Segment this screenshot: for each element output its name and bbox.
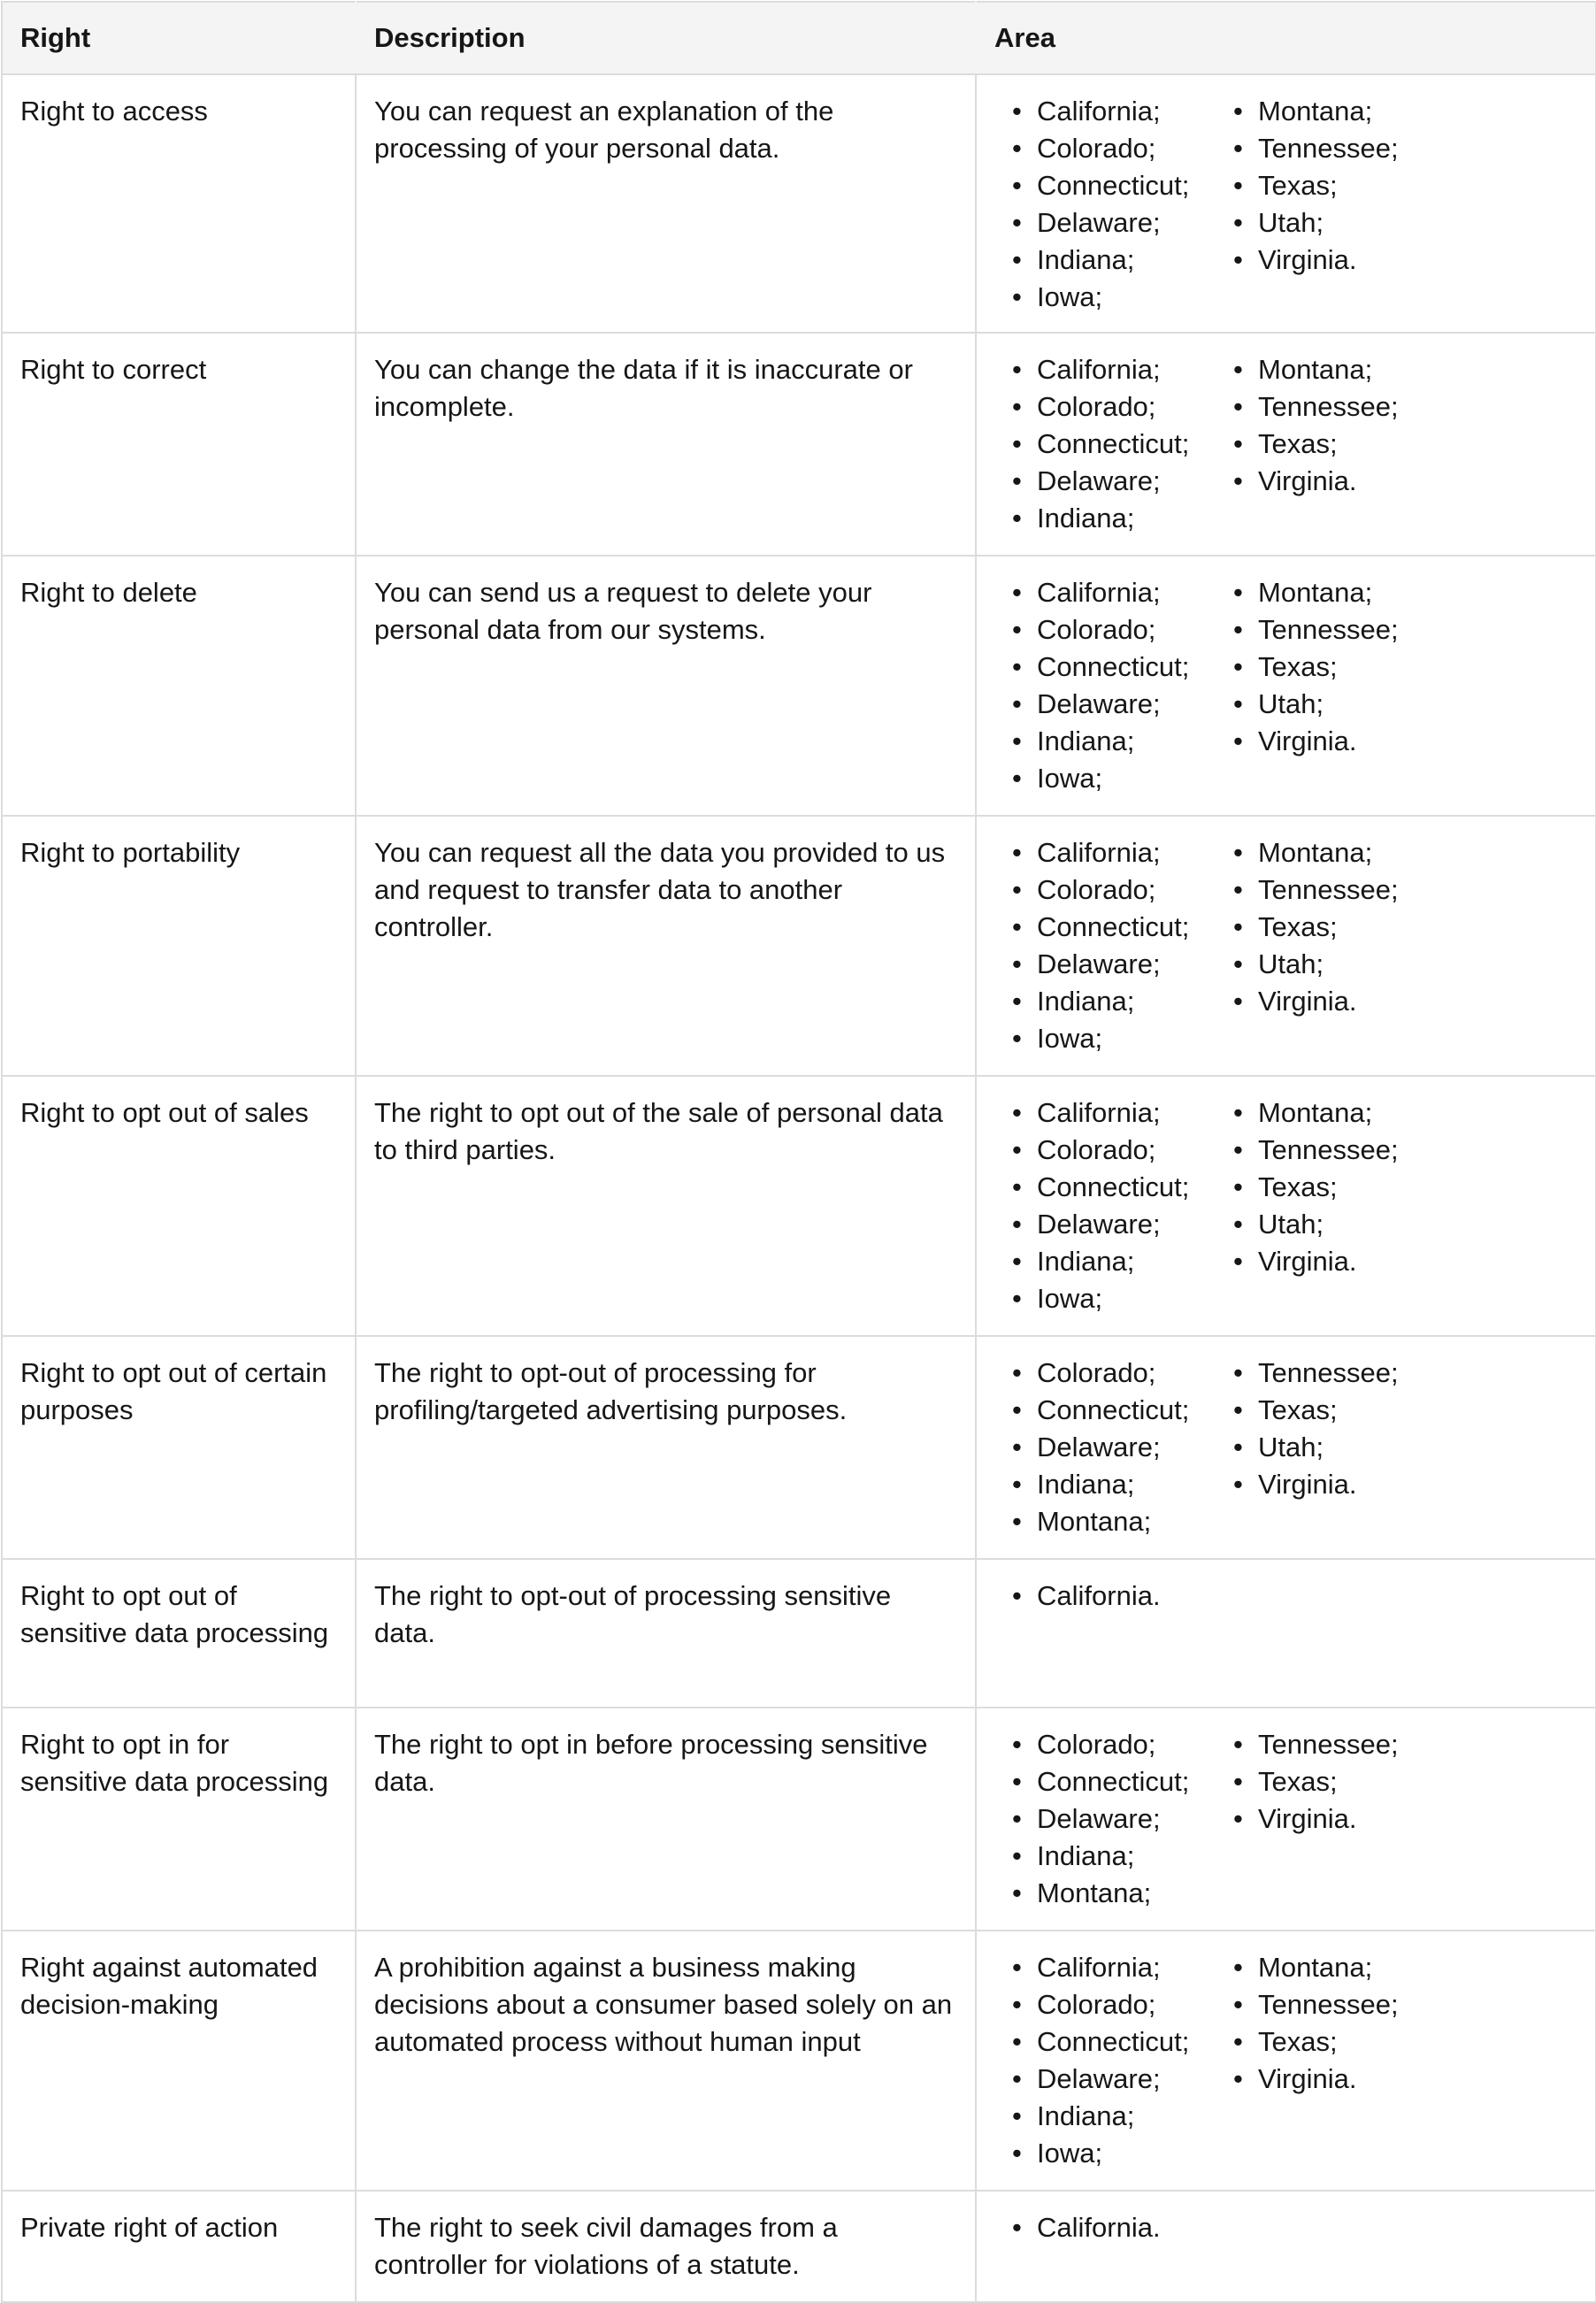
area-item: • California; (1010, 1949, 1232, 1986)
area-item: • Indiana; (1010, 723, 1232, 760)
area-item: • Tennessee; (1232, 1986, 1399, 2023)
area-item: • Connecticut; (1010, 426, 1232, 463)
rights-table (1, 1, 1596, 2303)
right-cell: Right to access (2, 74, 356, 333)
area-item: • Delaware; (1010, 463, 1232, 500)
area-cell (976, 1559, 1596, 1708)
description-cell: You can request all the data you provided to us and request to transfer data to another controller. (356, 816, 976, 1076)
area-item: • Montana; (1232, 1094, 1399, 1132)
area-list (1010, 351, 1232, 537)
area-item: • Iowa; (1010, 760, 1232, 797)
area-item: • California; (1010, 93, 1232, 130)
area-item: • Delaware; (1010, 2061, 1232, 2098)
area-cell (976, 1076, 1596, 1336)
area-item: • Virginia. (1232, 463, 1399, 500)
area-item: • Montana; (1232, 834, 1399, 871)
area-list (1010, 1355, 1232, 1540)
area-item: • Delaware; (1010, 686, 1232, 723)
area-item: • Texas; (1232, 167, 1399, 204)
description-cell: The right to opt in before processing sensitive data. (356, 1708, 976, 1931)
description-cell: You can change the data if it is inaccurate or incomplete. (356, 333, 976, 556)
area-list (1010, 2209, 1232, 2246)
area-item: • Utah; (1232, 204, 1399, 242)
table-row (2, 1076, 1596, 1336)
area-item: • Texas; (1232, 1763, 1399, 1800)
area-item: • Virginia. (1232, 723, 1399, 760)
area-item: • Connecticut; (1010, 909, 1232, 946)
area-item: • Utah; (1232, 1429, 1399, 1466)
area-list (1010, 1949, 1232, 2172)
right-cell: Right to opt out of sales (2, 1076, 356, 1336)
area-item: • Virginia. (1232, 983, 1399, 1020)
right-cell: Private right of action (2, 2191, 356, 2302)
table-row (2, 556, 1596, 816)
area-item: • Indiana; (1010, 500, 1232, 537)
area-item: • Texas; (1232, 909, 1399, 946)
area-cell (976, 74, 1596, 333)
right-cell: Right to delete (2, 556, 356, 816)
area-item: • Texas; (1232, 1392, 1399, 1429)
area-item: • Connecticut; (1010, 649, 1232, 686)
area-item: • Iowa; (1010, 279, 1232, 316)
area-cell (976, 1336, 1596, 1559)
area-item: • California; (1010, 574, 1232, 611)
description-cell: The right to seek civil damages from a controller for violations of a statute. (356, 2191, 976, 2302)
area-item: • Indiana; (1010, 1466, 1232, 1503)
area-list (1232, 1726, 1399, 1912)
area-item: • Tennessee; (1232, 611, 1399, 649)
area-list (1232, 1094, 1399, 1317)
area-item: • Virginia. (1232, 1466, 1399, 1503)
area-item: • California; (1010, 834, 1232, 871)
table-row (2, 1336, 1596, 1559)
table-row (2, 816, 1596, 1076)
area-item: • Colorado; (1010, 1132, 1232, 1169)
right-cell: Right to portability (2, 816, 356, 1076)
header-right: Right (2, 2, 356, 74)
area-item: • California. (1010, 1578, 1232, 1615)
area-item: • Virginia. (1232, 2061, 1399, 2098)
area-list (1232, 1355, 1399, 1540)
area-item: • Texas; (1232, 649, 1399, 686)
area-item: • Utah; (1232, 1206, 1399, 1243)
area-item: • Montana; (1010, 1503, 1232, 1540)
header-area: Area (976, 2, 1596, 74)
area-item: • Montana; (1232, 1949, 1399, 1986)
area-list (1010, 834, 1232, 1057)
area-item: • Delaware; (1010, 1429, 1232, 1466)
area-item: • California. (1010, 2209, 1232, 2246)
area-item: • Iowa; (1010, 1020, 1232, 1057)
area-item: • Colorado; (1010, 130, 1232, 167)
area-item: • Delaware; (1010, 1800, 1232, 1838)
area-item: • Montana; (1232, 351, 1399, 388)
header-description: Description (356, 2, 976, 74)
area-item: • Texas; (1232, 2023, 1399, 2061)
area-cell (976, 556, 1596, 816)
area-item: • California; (1010, 351, 1232, 388)
area-item: • Virginia. (1232, 1243, 1399, 1280)
description-cell: The right to opt out of the sale of personal data to third parties. (356, 1076, 976, 1336)
area-item: • Tennessee; (1232, 1132, 1399, 1169)
area-item: • Colorado; (1010, 611, 1232, 649)
description-cell: The right to opt-out of processing for profiling/targeted advertising purposes. (356, 1336, 976, 1559)
area-item: • Connecticut; (1010, 167, 1232, 204)
area-item: • Tennessee; (1232, 871, 1399, 909)
area-cell (976, 816, 1596, 1076)
area-list (1232, 93, 1399, 316)
description-cell: You can request an explanation of the processing of your personal data. (356, 74, 976, 333)
description-cell: You can send us a request to delete your personal data from our systems. (356, 556, 976, 816)
area-item: • Delaware; (1010, 1206, 1232, 1243)
area-item: • Virginia. (1232, 242, 1399, 279)
table-row (2, 1708, 1596, 1931)
area-item: • California; (1010, 1094, 1232, 1132)
area-item: • Indiana; (1010, 242, 1232, 279)
area-item: • Virginia. (1232, 1800, 1399, 1838)
area-item: • Colorado; (1010, 1355, 1232, 1392)
area-item: • Iowa; (1010, 1280, 1232, 1317)
area-item: • Texas; (1232, 1169, 1399, 1206)
area-item: • Indiana; (1010, 1243, 1232, 1280)
area-list (1010, 574, 1232, 797)
description-cell: The right to opt-out of processing sensitive data. (356, 1559, 976, 1708)
table-row (2, 74, 1596, 333)
area-item: • Montana; (1232, 93, 1399, 130)
area-item: • Tennessee; (1232, 1726, 1399, 1763)
area-item: • Montana; (1232, 574, 1399, 611)
area-list (1010, 1726, 1232, 1912)
area-item: • Utah; (1232, 686, 1399, 723)
right-cell: Right to opt out of certain purposes (2, 1336, 356, 1559)
area-item: • Montana; (1010, 1875, 1232, 1912)
header-row (2, 2, 1596, 74)
area-cell (976, 1931, 1596, 2191)
right-cell: Right to opt in for sensitive data processing (2, 1708, 356, 1931)
area-item: • Iowa; (1010, 2135, 1232, 2172)
area-item: • Indiana; (1010, 983, 1232, 1020)
area-item: • Tennessee; (1232, 1355, 1399, 1392)
area-item: • Colorado; (1010, 1986, 1232, 2023)
area-item: • Indiana; (1010, 2098, 1232, 2135)
area-list (1010, 93, 1232, 316)
area-item: • Connecticut; (1010, 2023, 1232, 2061)
area-item: • Tennessee; (1232, 388, 1399, 426)
area-item: • Delaware; (1010, 946, 1232, 983)
description-cell: A prohibition against a business making decisions about a consumer based solely on an automated process without human input (356, 1931, 976, 2191)
area-item: • Colorado; (1010, 871, 1232, 909)
area-list (1232, 574, 1399, 797)
area-item: • Tennessee; (1232, 130, 1399, 167)
area-item: • Texas; (1232, 426, 1399, 463)
area-cell (976, 2191, 1596, 2302)
area-item: • Connecticut; (1010, 1392, 1232, 1429)
area-cell (976, 1708, 1596, 1931)
area-item: • Delaware; (1010, 204, 1232, 242)
area-item: • Connecticut; (1010, 1169, 1232, 1206)
right-cell: Right against automated decision-making (2, 1931, 356, 2191)
table-row (2, 1559, 1596, 1708)
area-list (1232, 1949, 1399, 2172)
table-row (2, 333, 1596, 556)
area-item: • Utah; (1232, 946, 1399, 983)
area-item: • Indiana; (1010, 1838, 1232, 1875)
area-list (1010, 1578, 1232, 1615)
table-row (2, 2191, 1596, 2302)
area-list (1232, 351, 1399, 537)
area-item: • Colorado; (1010, 1726, 1232, 1763)
area-list (1010, 1094, 1232, 1317)
right-cell: Right to correct (2, 333, 356, 556)
area-cell (976, 333, 1596, 556)
right-cell: Right to opt out of sensitive data processing (2, 1559, 356, 1708)
area-item: • Connecticut; (1010, 1763, 1232, 1800)
table-row (2, 1931, 1596, 2191)
area-item: • Colorado; (1010, 388, 1232, 426)
area-list (1232, 834, 1399, 1057)
